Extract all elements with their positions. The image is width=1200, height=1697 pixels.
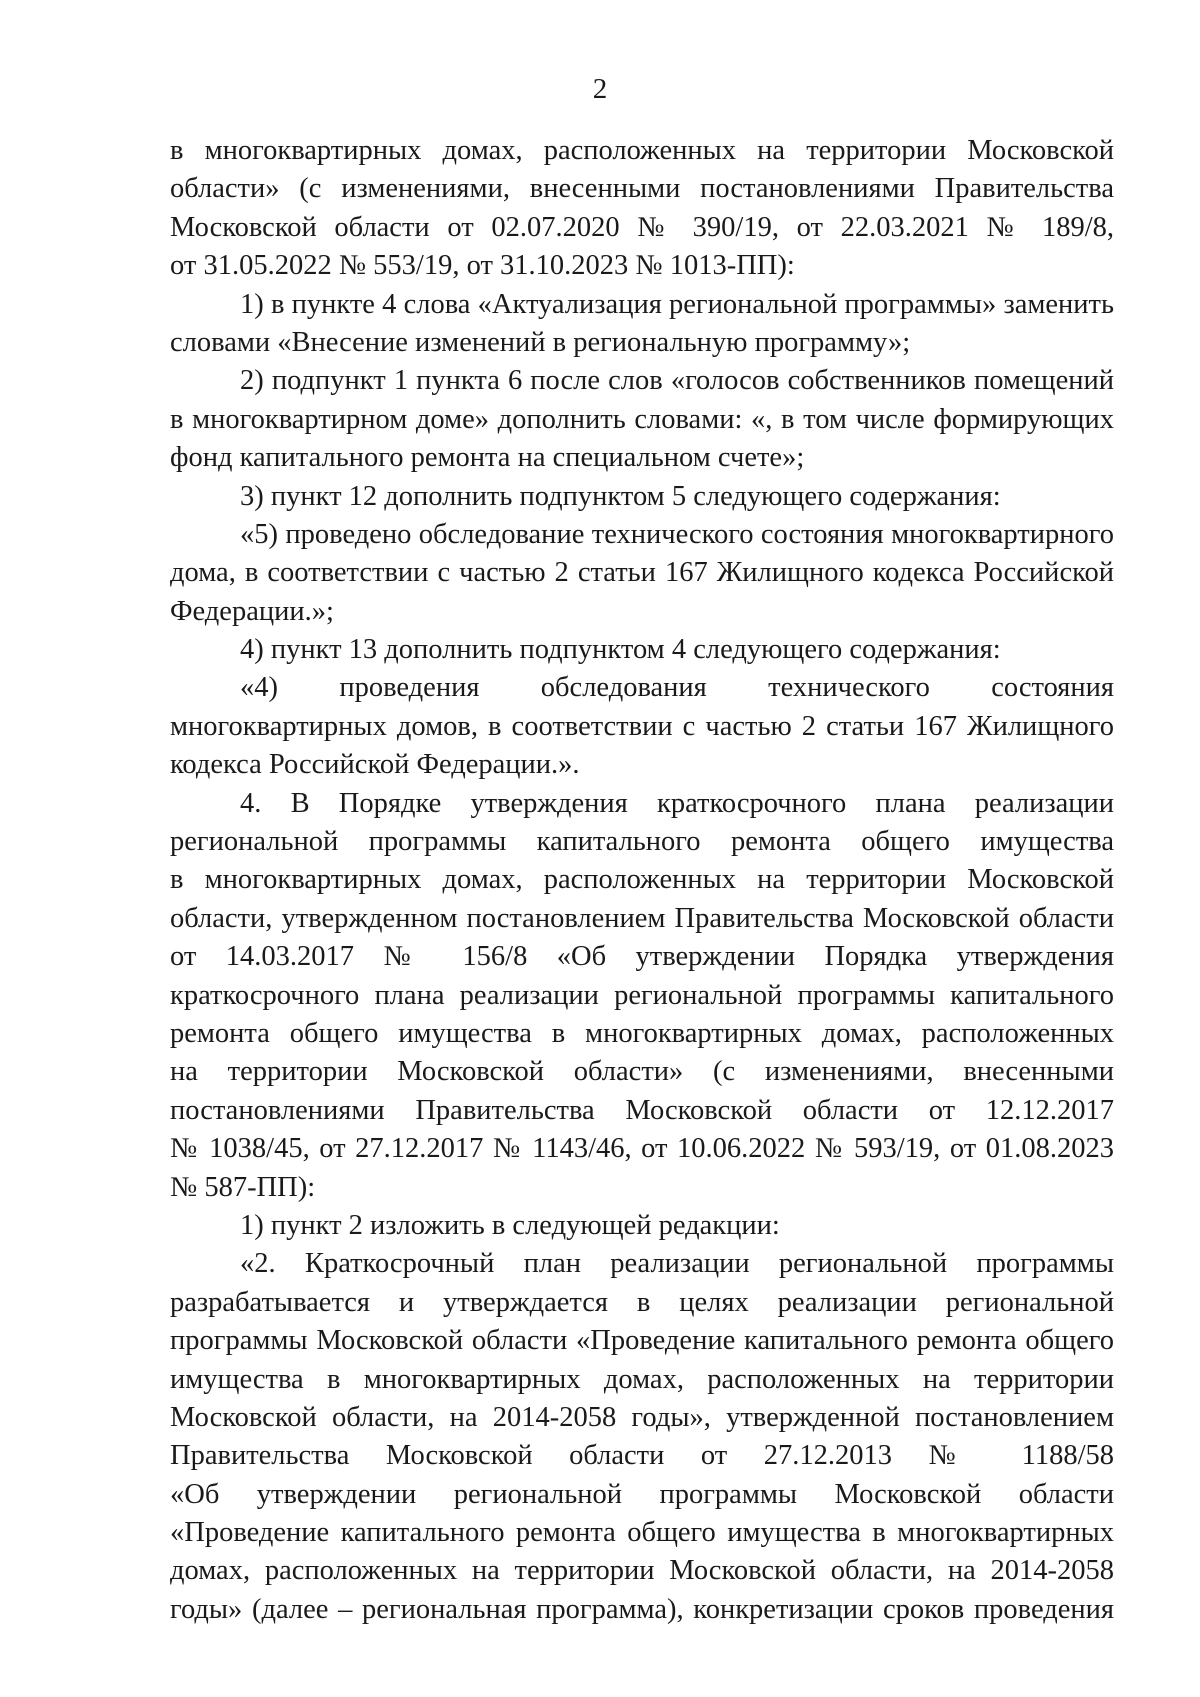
text-line: Московской области, на 2014-2058 годы», утвержденной постановлением bbox=[170, 1401, 1114, 1433]
text-line: Федерации.»; bbox=[170, 595, 334, 627]
text-line: области» (с изменениями, внесенными постановлениями Правительства bbox=[170, 173, 1114, 205]
text-line: «Об утверждении региональной программы Московской области bbox=[170, 1478, 1114, 1510]
text-line: имущества в многоквартирных домах, расположенных на территории bbox=[170, 1363, 1114, 1395]
text-line: словами «Внесение изменений в региональную программу»; bbox=[170, 326, 911, 358]
text-line: от 31.05.2022 № 553/19, от 31.10.2023 № 1013-ПП): bbox=[170, 250, 795, 282]
text-line: «5) проведено обследование технического состояния многоквартирного bbox=[240, 518, 1114, 550]
text-line: № 587-ПП): bbox=[170, 1171, 316, 1203]
text-line: многоквартирных домов, в соответствии с частью 2 статьи 167 Жилищного bbox=[170, 710, 1114, 742]
text-line: ремонта общего имущества в многоквартирных домах, расположенных bbox=[170, 1017, 1114, 1049]
text-line: Правительства Московской области от 27.12.2013 № 1188/58 bbox=[170, 1440, 1114, 1472]
text-line: области, утвержденном постановлением Правительства Московской области bbox=[170, 902, 1114, 934]
text-line: «Проведение капитального ремонта общего имущества в многоквартирных bbox=[170, 1517, 1114, 1549]
text-line: Московской области от 02.07.2020 № 390/19, от 22.03.2021 № 189/8, bbox=[170, 211, 1114, 243]
text-line: на территории Московской области» (с изменениями, внесенными bbox=[170, 1056, 1114, 1088]
text-line: кодекса Российской Федерации.». bbox=[170, 749, 580, 781]
text-line: 2) подпункт 1 пункта 6 после слов «голосов собственников помещений bbox=[240, 365, 1114, 397]
text-line: программы Московской области «Проведение капитального ремонта общего bbox=[170, 1325, 1114, 1357]
text-line: в многоквартирном доме» дополнить словами: «, в том числе формирующих bbox=[170, 403, 1114, 435]
text-line: разрабатывается и утверждается в целях реализации региональной bbox=[170, 1286, 1114, 1318]
text-line: «4) проведения обследования технического состояния bbox=[240, 672, 1114, 704]
text-line: фонд капитального ремонта на специальном счете»; bbox=[170, 442, 805, 474]
text-line: № 1038/45, от 27.12.2017 № 1143/46, от 10.06.2022 № 593/19, от 01.08.2023 bbox=[170, 1133, 1114, 1165]
text-line: годы» (далее – региональная программа), конкретизации сроков проведения bbox=[170, 1593, 1114, 1625]
text-line: в многоквартирных домах, расположенных на территории Московской bbox=[170, 864, 1114, 896]
text-line: от 14.03.2017 № 156/8 «Об утверждении Порядка утверждения bbox=[170, 941, 1114, 973]
text-line: в многоквартирных домах, расположенных на территории Московской bbox=[170, 135, 1114, 166]
text-line: 3) пункт 12 дополнить подпунктом 5 следующего содержания: bbox=[240, 480, 1001, 512]
text-line: 1) пункт 2 изложить в следующей редакции: bbox=[240, 1209, 780, 1241]
text-line: краткосрочного плана реализации региональной программы капитального bbox=[170, 979, 1114, 1011]
page-number: 2 bbox=[592, 73, 608, 105]
text-line: «2. Краткосрочный план реализации региональной программы bbox=[240, 1248, 1114, 1280]
text-line: региональной программы капитального ремонта общего имущества bbox=[170, 826, 1114, 858]
text-line: постановлениями Правительства Московской области от 12.12.2017 bbox=[170, 1094, 1114, 1126]
text-line: 4) пункт 13 дополнить подпунктом 4 следующего содержания: bbox=[240, 634, 1001, 666]
text-line: 4. В Порядке утверждения краткосрочного плана реализации bbox=[240, 787, 1114, 819]
text-line: 1) в пункте 4 слова «Актуализация региональной программы» заменить bbox=[240, 288, 1114, 320]
document-body bbox=[170, 132, 1114, 1629]
text-line: домах, расположенных на территории Московской области, на 2014-2058 bbox=[170, 1555, 1114, 1587]
text-line: дома, в соответствии с частью 2 статьи 167 Жилищного кодекса Российской bbox=[170, 557, 1114, 589]
